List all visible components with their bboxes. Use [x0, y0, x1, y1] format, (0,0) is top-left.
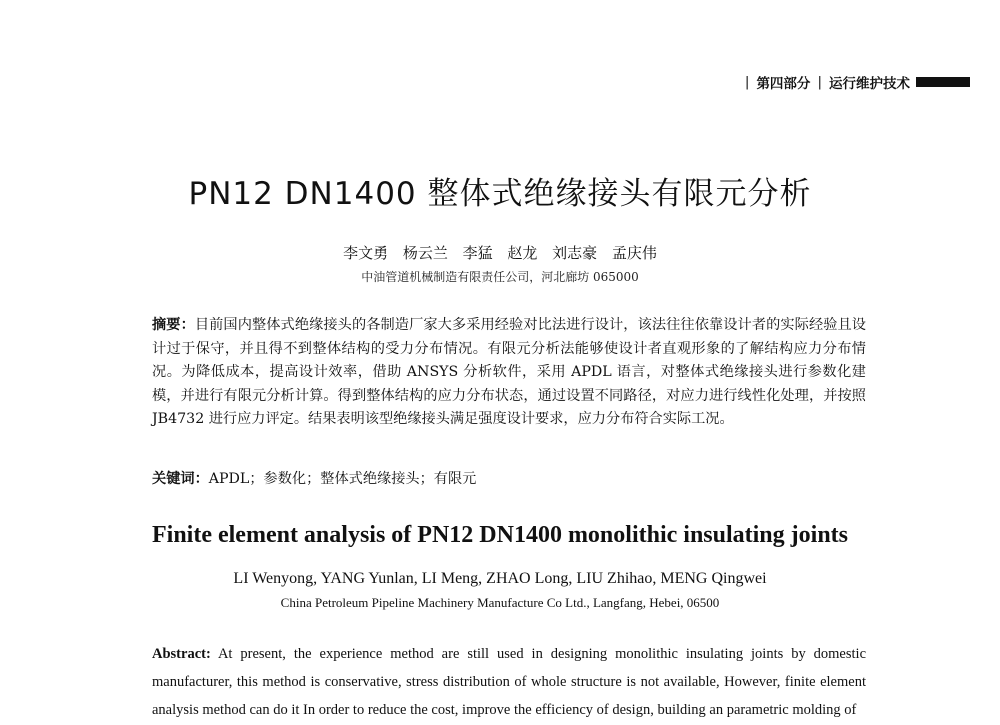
- abstract-cn-text: 目前国内整体式绝缘接头的各制造厂家大多采用经验对比法进行设计，该法往往依靠设计者的实际经验且设计过于保守，并且得不到整体结构的受力分布情况。有限元分析法能够使设计者直观形象的了解结构应力分布情况。为降低成本，提高设计效率，借助 ANSYS 分析软件，采用 APDL 语言，对整体式绝缘接头进行参数化建模，并进行有限元分析计算。得到整体结构的应力分布状态，通过设置不同路径，对应力进行线性化处理，并按照 JB4732 进行应力评定。结果表明该型绝缘接头满足强度设计要求，应力分布符合实际工况。: [152, 317, 866, 427]
- header-separator-left: |: [744, 74, 750, 90]
- keywords-cn-label: 关键词：: [152, 471, 209, 487]
- abstract-cn: [152, 314, 866, 432]
- keywords-cn: [152, 468, 866, 488]
- header-section: 第四部分: [756, 76, 811, 92]
- header-separator-mid: |: [817, 74, 822, 90]
- article-title-en: Finite element analysis of PN12 DN1400 monolithic insulating joints: [151, 522, 848, 548]
- abstract-en-label: Abstract:: [152, 646, 211, 662]
- article-title-cn: PN12 DN1400 整体式绝缘接头有限元分析: [188, 176, 812, 212]
- abstract-cn-label: 摘要：: [152, 317, 195, 333]
- header-bar-decoration: [916, 77, 970, 87]
- header-topic: 运行维护技术: [829, 76, 910, 92]
- affiliation-cn: 中油管道机械制造有限责任公司，河北廊坊 065000: [361, 270, 639, 284]
- running-header: [738, 72, 970, 92]
- abstract-en-text: At present, the experience method are still used in designing monolithic insulating joints by domestic manufacturer, this method is conservative, stress distribution of whole structure is not available, However, finite element analysis method can do it In order to reduce the cost, improve the efficiency of design, building an parametric molding of: [152, 646, 866, 718]
- affiliation-en: China Petroleum Pipeline Machinery Manufacture Co Ltd., Langfang, Hebei, 06500: [280, 595, 720, 610]
- authors-en: LI Wenyong, YANG Yunlan, LI Meng, ZHAO Long, LIU Zhihao, MENG Qingwei: [233, 570, 767, 587]
- keywords-cn-text: APDL；参数化；整体式绝缘接头；有限元: [208, 471, 477, 487]
- abstract-en: [152, 640, 866, 724]
- authors-cn: 李文勇 杨云兰 李猛 赵龙 刘志豪 孟庆伟: [343, 244, 657, 262]
